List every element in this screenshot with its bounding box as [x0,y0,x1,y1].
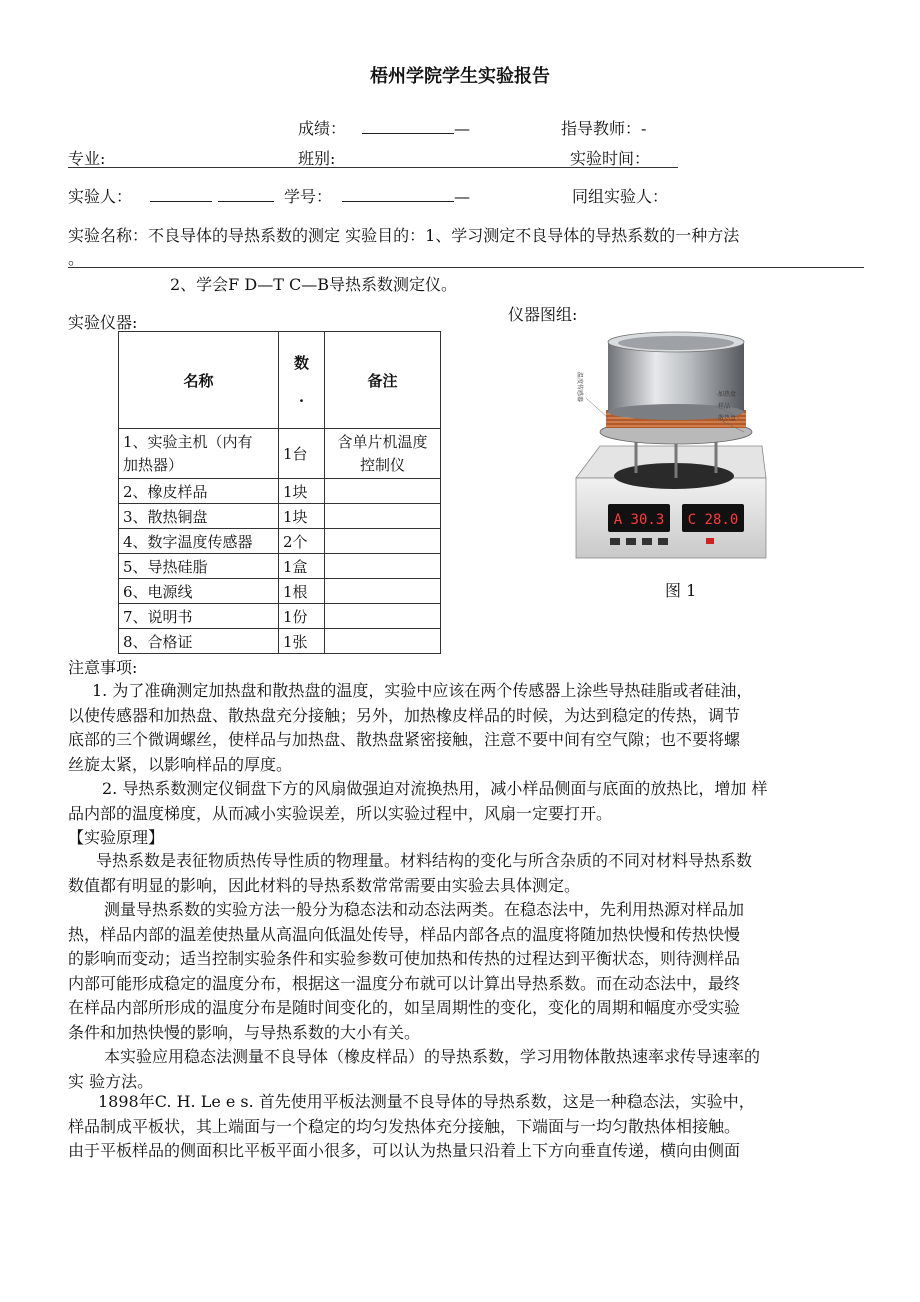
instrument-figure [566,328,784,576]
note-line: 品内部的温度梯度，从而减小实验误差，所以实验过程中，风扇一定要打开。 [68,803,613,823]
label-heater: 加热盘 [718,391,737,398]
principle-p3 [68,1045,858,1094]
note-line: 丝旋太紧，以影响样品的厚度。 [68,754,293,774]
row-note [325,504,441,529]
score-blank[interactable] [362,117,454,134]
experimenter-blank-1[interactable] [150,185,212,202]
note-line: 底部的三个微调螺丝，使样品与加热盘、散热盘紧密接触，注意不要中间有空气隙；也不要将螺 [68,730,741,749]
row-qty: 1台 [279,429,325,479]
header-qty-top: 数 [293,354,309,372]
note-line: 1. 为了准确测定加热盘和散热盘的温度，实验中应该在两个传感器上涂些导热硅脂或者硅油， [92,681,753,700]
table-row [119,554,441,579]
row-note-line2: 控制仪 [359,455,405,474]
notes-label: 注意事项: [68,658,138,677]
principle-line: 的影响而变动；适当控制实验条件和实验参数可使加热和传热的过程达到平衡状态，则待测样品 [68,949,741,968]
major-label: 专业: [68,149,106,168]
header-name: 名称 [119,332,279,429]
note-item-2 [68,777,858,826]
principle-heading: 【实验原理】 [68,828,165,847]
table-row [119,504,441,529]
row-note-line1: 含单片机温度 [337,432,428,451]
table-row [119,529,441,554]
row-note [325,629,441,654]
table-row [119,579,441,604]
principle-p1 [68,849,858,898]
purpose-divider [68,267,864,268]
row-qty: 1块 [279,479,325,504]
row-name-line1: 1、实验主机（内有 [123,432,253,451]
experimenter-field [68,184,274,207]
table-row [119,604,441,629]
principle-p2 [68,898,858,1045]
experimenter-blank-2[interactable] [218,185,274,202]
header-underline [68,167,678,168]
row-qty: 1张 [279,629,325,654]
header-note: 备注 [325,332,441,429]
row-note [325,604,441,629]
student-id-blank[interactable] [342,185,454,202]
row-name [119,429,279,479]
instrument-base [576,446,766,558]
row-name: 6、电源线 [119,579,279,604]
principle-line: 条件和加热快慢的影响，与导热系数的大小有关。 [68,1022,421,1042]
principle-line: 实 验方法。 [68,1071,154,1091]
student-id-label: 学号： [284,187,333,206]
principle-line: 热，样品内部的温差使热量从高温向低温处传导，样品内部各点的温度将随加热快慢和传热快慢 [68,924,741,944]
principle-p4 [68,1090,858,1164]
figure-caption: 图 1 [665,581,697,600]
experimenter-label: 实验人： [68,187,133,206]
note-item-1 [68,679,858,777]
row-name: 7、说明书 [119,604,279,629]
header-qty [279,332,325,429]
principle-line: 在样品内部所形成的温度分布是随时间变化的，如呈周期性的变化，变化的周期和幅度亦受实验 [68,998,741,1017]
table-header-row [119,332,441,429]
table-row [119,629,441,654]
row-name: 8、合格证 [119,629,279,654]
score-tail: — [454,119,471,138]
principle-line: 1898年C. H. Le e s. 首先使用平板法测量不良导体的导热系数，这是一种稳态法，实验中， [98,1092,755,1111]
row-qty: 1块 [279,504,325,529]
experiment-name-line-cont: 。 [68,249,85,268]
row-name: 4、数字温度传感器 [119,529,279,554]
group-label: 同组实验人： [572,187,669,206]
student-id-field [284,184,470,207]
table-row [119,479,441,504]
principle-line: 导热系数是表征物质热传导性质的物理量。材料结构的变化与所含杂质的不同对材料导热系数 [96,851,753,870]
display-right: C 28.0 [687,512,739,528]
experiment-name-line: 实验名称：不良导体的导热系数的测定 实验目的：1、学习测定不良导体的导热系数的一种方法 [68,226,740,245]
equipment-label: 实验仪器: [68,313,138,332]
principle-line: 本实验应用稳态法测量不良导体（橡皮样品）的导热系数，学习用物体散热速率求传导速率的 [104,1047,761,1066]
row-name-line2: 加热器） [123,455,184,474]
row-name: 5、导热硅脂 [119,554,279,579]
score-field [298,116,470,139]
row-qty: 1份 [279,604,325,629]
row-name: 2、橡皮样品 [119,479,279,504]
principle-line: 测量导热系数的实验方法一般分为稳态法和动态法两类。在稳态法中，先利用热源对样品加 [104,900,745,919]
teacher-label: 指导教师：- [561,119,647,138]
principle-line: 数值都有明显的影响，因此材料的导热系数常常需要由实验去具体测定。 [68,875,581,895]
report-title: 梧州学院学生实验报告 [370,66,550,87]
row-note [325,479,441,504]
principle-line: 由于平板样品的侧面积比平板平面小很多，可以认为热量只沿着上下方向垂直传递，横向由侧面 [68,1141,741,1160]
header-qty-bottom: . [298,388,305,406]
equipment-table [118,331,441,654]
row-note [325,429,441,479]
score-label: 成绩： [298,119,347,138]
row-qty: 1根 [279,579,325,604]
label-sensor: 温度传感器 [576,372,583,403]
time-label: 实验时间： [570,149,651,168]
figure-group-label: 仪器图组: [508,305,578,324]
row-note [325,529,441,554]
row-note [325,579,441,604]
label-sample: 样品 [718,403,731,410]
label-cooler: 散热盘 [718,415,737,422]
purpose-2: 2、学会F D—T C—B导热系数测定仪。 [170,275,457,294]
principle-line: 内部可能形成稳定的温度分布，根据这一温度分布就可以计算出导热系数。而在动态法中，最终 [68,973,741,993]
row-note [325,554,441,579]
class-label: 班别: [298,149,336,168]
row-qty: 2个 [279,529,325,554]
row-name: 3、散热铜盘 [119,504,279,529]
display-left: A 30.3 [613,512,665,528]
note-line: 2. 导热系数测定仪铜盘下方的风扇做强迫对流换热用，减小样品侧面与底面的放热比，增加 样 [102,779,768,798]
row-qty: 1盒 [279,554,325,579]
note-line: 以使传感器和加热盘、散热盘充分接触；另外，加热橡皮样品的时候，为达到稳定的传热，调节 [68,705,741,725]
table-row [119,429,441,479]
principle-line: 样品制成平板状，其上端面与一个稳定的均匀发热体充分接触，下端面与一均匀散热体相接触。 [68,1116,741,1136]
student-id-tail: — [454,187,471,206]
